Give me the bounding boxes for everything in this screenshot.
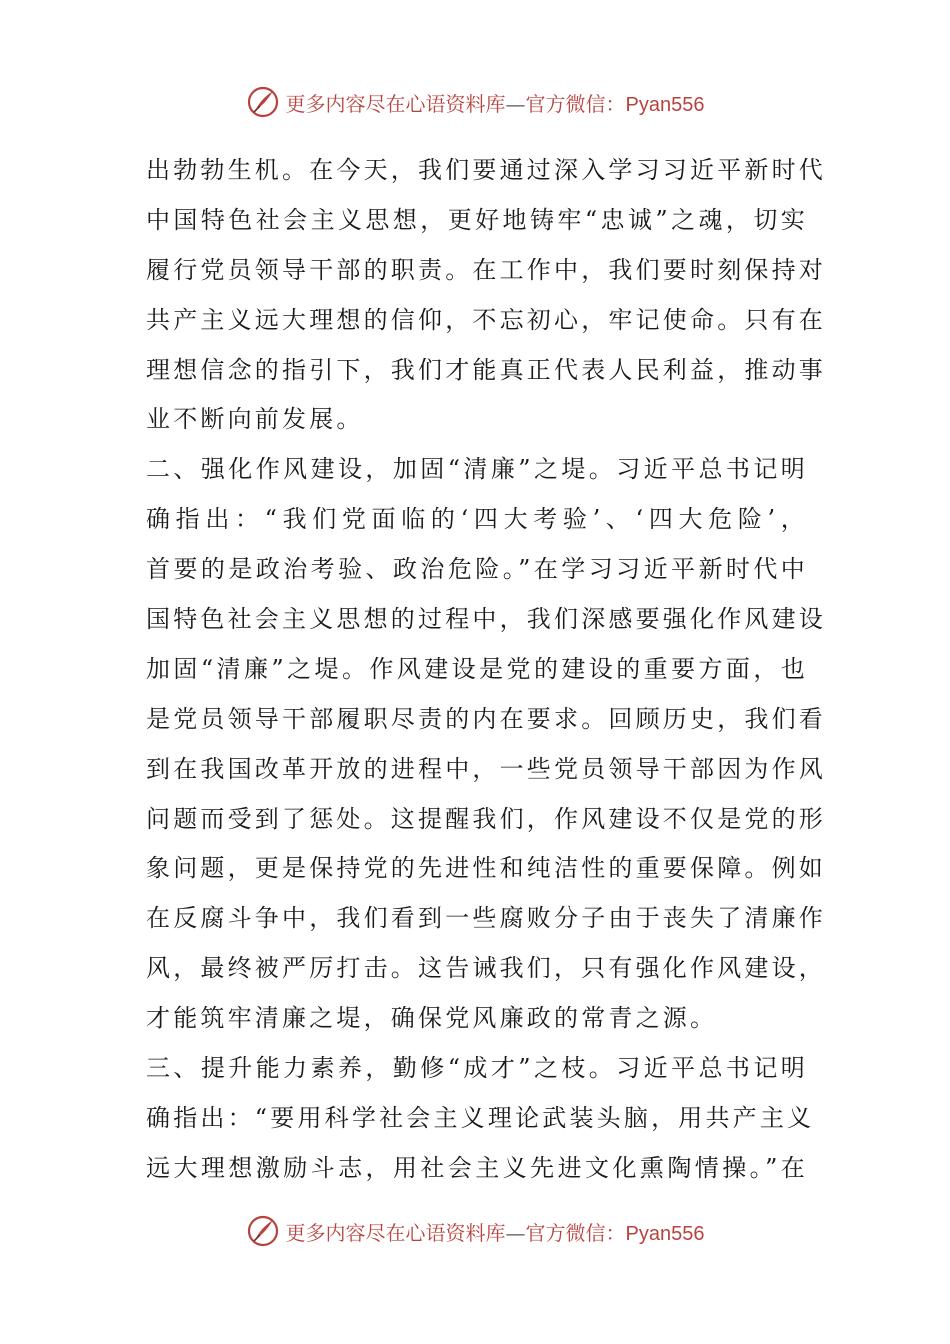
body-line: 远大理想激励斗志，用社会主义先进文化熏陶情操。”在 <box>146 1153 808 1182</box>
body-line: 三、提升能力素养，勤修“成才”之枝。习近平总书记明 <box>146 1054 808 1083</box>
body-line: 出勃勃生机。在今天，我们要通过深入学习习近平新时代 <box>146 156 826 184</box>
body-line: 是党员领导干部履职尽责的内在要求。回顾历史，我们看 <box>146 704 826 733</box>
body-line: 履行党员领导干部的职责。在工作中，我们要时刻保持对 <box>146 255 826 284</box>
body-line: 国特色社会主义思想的过程中，我们深感要强化作风建设 <box>146 605 826 634</box>
body-line: 确指出：“要用科学社会主义理论武装头脑，用共产主义 <box>146 1103 815 1132</box>
body-line: 象问题，更是保持党的先进性和纯洁性的重要保障。例如 <box>146 854 826 883</box>
header-brand: 更多内容尽在心语资料库 <box>285 91 506 116</box>
body-line: 确指出：“我们党面临的‘四大考验’、‘四大危险’， <box>146 505 808 534</box>
body-line: 共产主义远大理想的信仰，不忘初心，牢记使命。只有在 <box>146 305 826 334</box>
body-line: 到在我国改革开放的进程中，一些党员领导干部因为作风 <box>146 754 826 783</box>
body-line: 问题而受到了惩处。这提醒我们，作风建设不仅是党的形 <box>146 804 826 833</box>
body-line: 理想信念的指引下，我们才能真正代表人民利益，推动事 <box>146 355 826 384</box>
footer-wechat: 官方微信：Pyan556 <box>525 1222 705 1245</box>
body-line: 中国特色社会主义思想，更好地铸牢“忠诚”之魂，切实 <box>146 205 808 234</box>
quill-logo-icon <box>246 1214 280 1248</box>
body-line: 加固“清廉”之堤。作风建设是党的建设的重要方面，也 <box>146 654 808 683</box>
document-body <box>146 146 826 1194</box>
quill-logo-icon <box>246 85 280 119</box>
header-wechat: 官方微信：Pyan556 <box>525 93 705 116</box>
footer-banner <box>0 1211 950 1251</box>
body-line: 首要的是政治考验、政治危险。”在学习习近平新时代中 <box>146 555 808 584</box>
header-separator: — <box>505 91 526 116</box>
body-line: 才能筑牢清廉之堤，确保党风廉政的常青之源。 <box>146 1004 718 1033</box>
header-banner-text <box>286 88 705 117</box>
footer-brand: 更多内容尽在心语资料库 <box>285 1220 506 1245</box>
body-line: 在反腐斗争中，我们看到一些腐败分子由于丧失了清廉作 <box>146 904 826 933</box>
body-line: 风，最终被严厉打击。这告诫我们，只有强化作风建设， <box>146 954 826 983</box>
body-line: 二、强化作风建设，加固“清廉”之堤。习近平总书记明 <box>146 455 808 484</box>
body-line: 业不断向前发展。 <box>146 405 364 434</box>
header-banner <box>0 82 950 122</box>
footer-separator: — <box>505 1220 526 1245</box>
footer-banner-text <box>286 1217 705 1246</box>
